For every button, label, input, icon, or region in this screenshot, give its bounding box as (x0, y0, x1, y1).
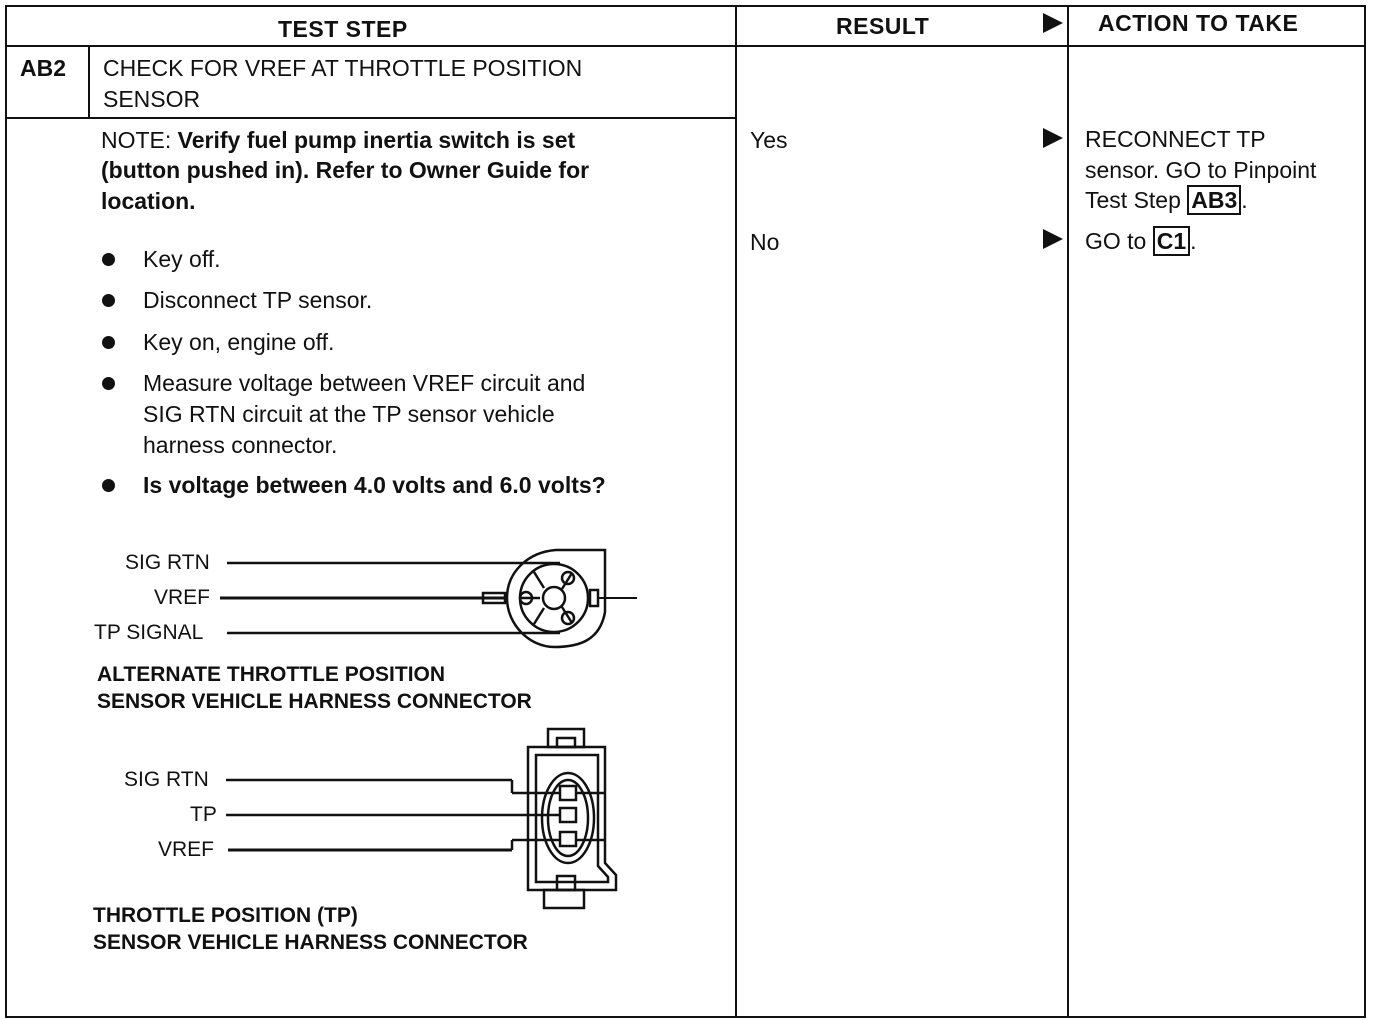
step-title-line2: SENSOR (103, 86, 201, 112)
bullet-disconnect-tp: Disconnect TP sensor. (143, 287, 373, 313)
action-no (1085, 226, 1197, 256)
diagram1-label-tp-signal: TP SIGNAL (94, 621, 204, 644)
step-id: AB2 (20, 55, 67, 81)
bullet-measure-line2: SIG RTN circuit at the TP sensor vehicle (143, 401, 555, 427)
diagram2-label-tp: TP (190, 803, 217, 826)
header-result: RESULT (836, 13, 930, 39)
tp-connector-drawing (226, 729, 616, 908)
diagram2-caption-line2: SENSOR VEHICLE HARNESS CONNECTOR (93, 931, 528, 954)
bullet-measure-line1: Measure voltage between VREF circuit and (143, 370, 586, 396)
diagram1-label-vref: VREF (154, 586, 211, 609)
alternate-connector-drawing (220, 550, 637, 647)
note-prefix: NOTE: (101, 127, 178, 153)
result-yes: Yes (750, 127, 788, 153)
bullet-voltage-question: Is voltage between 4.0 volts and 6.0 volts? (143, 472, 606, 498)
diagram1-caption-line1: ALTERNATE THROTTLE POSITION (97, 663, 446, 686)
action-no-suffix: . (1190, 228, 1197, 254)
bullet-measure-line3: harness connector. (143, 432, 338, 458)
action-yes-suffix: . (1241, 187, 1248, 213)
step-ref-ab3[interactable]: AB3 (1187, 185, 1241, 215)
diagram2-label-sig-rtn: SIG RTN (124, 768, 209, 791)
note-text-1: Verify fuel pump inertia switch is set (177, 127, 576, 153)
note-line3: location. (101, 188, 196, 214)
action-yes-line3 (1085, 185, 1248, 215)
action-no-prefix: GO to (1085, 228, 1153, 254)
step-ref-c1[interactable]: C1 (1153, 226, 1190, 256)
diagram1-caption-line2: SENSOR VEHICLE HARNESS CONNECTOR (97, 690, 532, 713)
header-test-step: TEST STEP (278, 16, 408, 42)
action-yes-prefix: Test Step (1085, 187, 1188, 213)
diagram2-caption-line1: THROTTLE POSITION (TP) (93, 904, 358, 927)
diagram1-label-sig-rtn: SIG RTN (125, 551, 210, 574)
bullet-key-on: Key on, engine off. (143, 329, 335, 355)
result-no: No (750, 229, 780, 255)
header-action-to-take: ACTION TO TAKE (1098, 10, 1299, 36)
result-yes-arrow-icon (1043, 128, 1063, 148)
diagram2-label-vref: VREF (158, 838, 215, 861)
bullet-key-off: Key off. (143, 246, 221, 272)
step-title-line1: CHECK FOR VREF AT THROTTLE POSITION (103, 55, 583, 81)
result-no-arrow-icon (1043, 229, 1063, 249)
note-line2: (button pushed in). Refer to Owner Guide for (101, 157, 590, 183)
action-yes-line1: RECONNECT TP (1085, 126, 1266, 152)
action-yes-line2: sensor. GO to Pinpoint (1085, 157, 1317, 183)
